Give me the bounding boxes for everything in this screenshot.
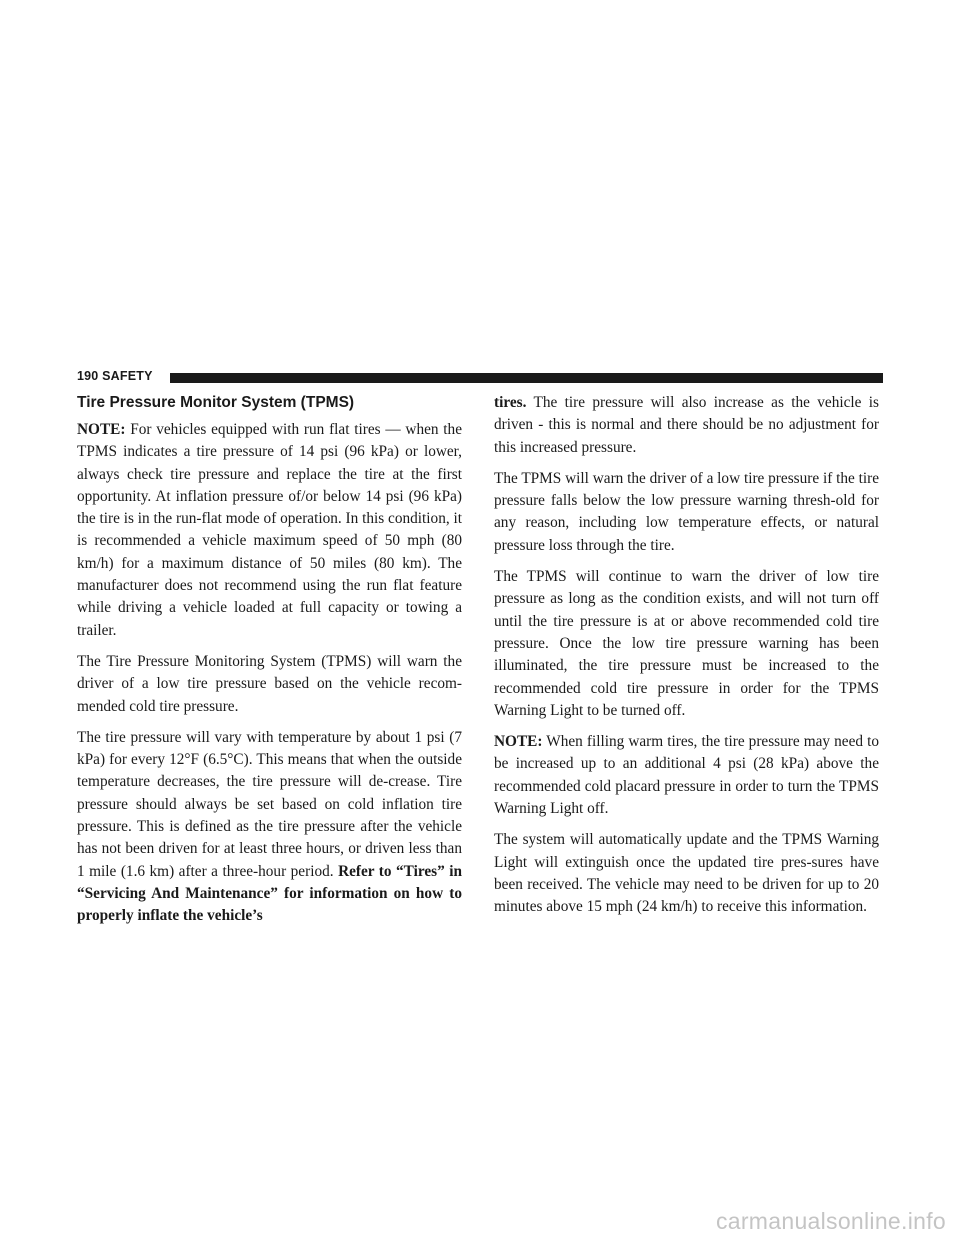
paragraph-low-pressure-warning: The TPMS will warn the driver of a low tire pressure if the tire pressure falls below the low pressure warning thresh-old for any reason, including low temperature effects, or natural pressure loss through the tire. [494,469,880,554]
section-title: Tire Pressure Monitor System (TPMS) [77,394,355,411]
paragraph-pressure-increase-text: The tire pressure will also increase as the vehicle is driven - this is normal and there should be no adjustment for this increased pressure. [494,394,879,456]
paragraph-temperature-reference: Refer to “Tires” in “Servicing And Maintenance” for information on how to properly inflate the vehicle’s [77,862,463,925]
paragraph-pressure-increase-bold: tires. [494,394,527,411]
paragraph-tpms-warning: The Tire Pressure Monitoring System (TPMS) will warn the driver of a low tire pressure based on the vehicle recom-mended cold tire pressure. [77,652,462,715]
right-column [494,392,879,928]
left-column [77,392,462,937]
note-paragraph-run-flat [77,419,462,642]
paragraph-temperature-text: The tire pressure will vary with temperature by about 1 psi (7 kPa) for every 12°F (6.5°C). This means that when the outside temperature decreases, the tire pressure will de-crease. Tire pressure should always be set based on cold inflation tire pressure. This is defined as the tire pressure after the vehicle has not been driven for at least three hours, or driven less than 1 mile (1.6 km) after a three-hour period. [77,728,462,880]
paragraph-pressure-increase [494,392,879,459]
note-text: For vehicles equipped with run flat tires — when the TPMS indicates a tire pressure of 14 psi (96 kPa) or lower, always check tire pressure and replace the tire at the first opportunity. At inflation pressure of/or below 14 psi (96 kPa) the tire is in the run-flat mode of operation. In this condition, it is recommended a vehicle maximum speed of 50 mph (80 km/h) for a maximum distance of 50 miles (80 km). The manufacturer does not recommend using the run flat feature while driving a vehicle loaded at full capacity or towing a trailer. [77,421,462,639]
note-text: When filling warm tires, the tire pressure may need to be increased up to an additional 4 psi (28 kPa) above the recommended cold placard pressure in order to turn the TPMS Warning Light off. [494,733,879,818]
page-number-section-label: 190 SAFETY [77,369,153,383]
paragraph-temperature [77,727,462,928]
paragraph-continue-warning: The TPMS will continue to warn the driver of low tire pressure as long as the condition exists, and will not turn off until the tire pressure is at or above recommended cold tire pressure. Once the low tire pressure warning has been illuminated, the tire pressure must be increased to the recommended cold tire pressure in order for the TPMS Warning Light to be turned off. [494,568,879,719]
paragraph-system-update: The system will automatically update and the TPMS Warning Light will extinguish once the updated tire pres-sures have been received. The vehicle may need to be driven for up to 20 minutes above 15 mph (24 km/h) to receive this information. [494,831,879,916]
note-label: NOTE: [77,421,126,438]
page-header [77,370,883,384]
note-paragraph-warm-tires [494,731,879,820]
header-rule [170,373,883,383]
site-watermark: carmanualsonline.info [715,1208,946,1234]
note-label: NOTE: [494,733,543,751]
